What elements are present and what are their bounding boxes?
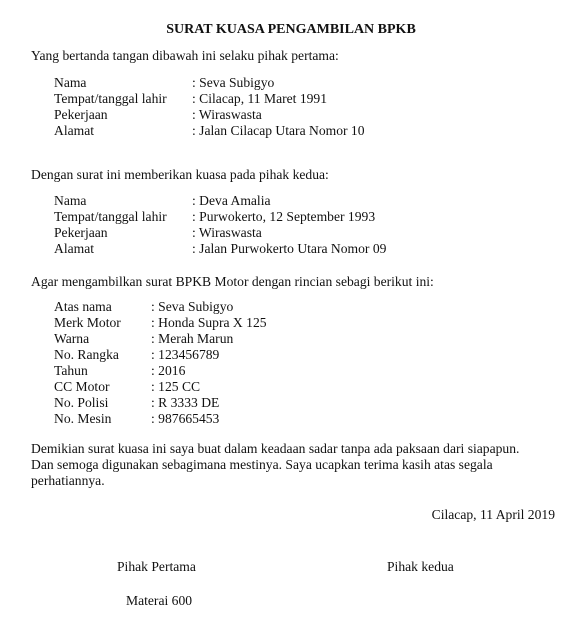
detail-label: Merk Motor	[54, 315, 121, 330]
detail-value: : Purwokerto, 12 September 1993	[192, 209, 376, 224]
intro-pihak-pertama: Yang bertanda tangan dibawah ini selaku pihak pertama:	[31, 48, 339, 63]
document-title: SURAT KUASA PENGAMBILAN BPKB	[166, 22, 416, 37]
detail-label: Nama	[54, 193, 87, 208]
closing-line: Demikian surat kuasa ini saya buat dalam keadaan sadar tanpa ada paksaan dari siapapun.	[31, 441, 520, 456]
detail-value: : Deva Amalia	[192, 193, 271, 208]
detail-value: : Wiraswasta	[192, 107, 262, 122]
detail-value: : 125 CC	[151, 379, 201, 394]
signature-pihak-kedua: Pihak kedua	[387, 559, 454, 574]
detail-value: : 2016	[151, 363, 186, 378]
closing-line: Dan semoga digunakan sebagimana mestinya. Saya ucapkan terima kasih atas segala	[31, 457, 493, 472]
detail-value: : R 3333 DE	[151, 395, 220, 410]
detail-value: : Wiraswasta	[192, 225, 262, 240]
detail-value: : Jalan Purwokerto Utara Nomor 09	[192, 241, 387, 256]
signature-pihak-pertama: Pihak Pertama	[117, 559, 196, 574]
detail-label: Alamat	[54, 123, 95, 138]
detail-label: Pekerjaan	[54, 225, 108, 240]
detail-value: : 987665453	[151, 411, 220, 426]
detail-label: Warna	[54, 331, 90, 346]
intro-motor: Agar mengambilkan surat BPKB Motor dengan rincian sebagi berikut ini:	[31, 274, 434, 289]
detail-label: Alamat	[54, 241, 95, 256]
detail-value: : Jalan Cilacap Utara Nomor 10	[192, 123, 365, 138]
detail-label: Tempat/tanggal lahir	[54, 209, 167, 224]
closing-line: perhatiannya.	[31, 473, 105, 488]
detail-label: No. Polisi	[54, 395, 109, 410]
detail-value: : Honda Supra X 125	[151, 315, 267, 330]
detail-label: Nama	[54, 75, 87, 90]
detail-label: Atas nama	[54, 299, 112, 314]
detail-value: : Seva Subigyo	[151, 299, 234, 314]
materai-label: Materai 600	[126, 593, 193, 608]
detail-label: No. Mesin	[54, 411, 112, 426]
detail-value: : 123456789	[151, 347, 220, 362]
detail-label: No. Rangka	[54, 347, 119, 362]
detail-value: : Cilacap, 11 Maret 1991	[192, 91, 328, 106]
intro-pihak-kedua: Dengan surat ini memberikan kuasa pada pihak kedua:	[31, 167, 329, 182]
closing-paragraph	[31, 441, 566, 489]
detail-label: Tahun	[54, 363, 88, 378]
detail-label: Pekerjaan	[54, 107, 108, 122]
detail-value: : Seva Subigyo	[192, 75, 275, 90]
detail-label: CC Motor	[54, 379, 110, 394]
place-date: Cilacap, 11 April 2019	[431, 507, 555, 522]
detail-value: : Merah Marun	[151, 331, 234, 346]
detail-label: Tempat/tanggal lahir	[54, 91, 167, 106]
